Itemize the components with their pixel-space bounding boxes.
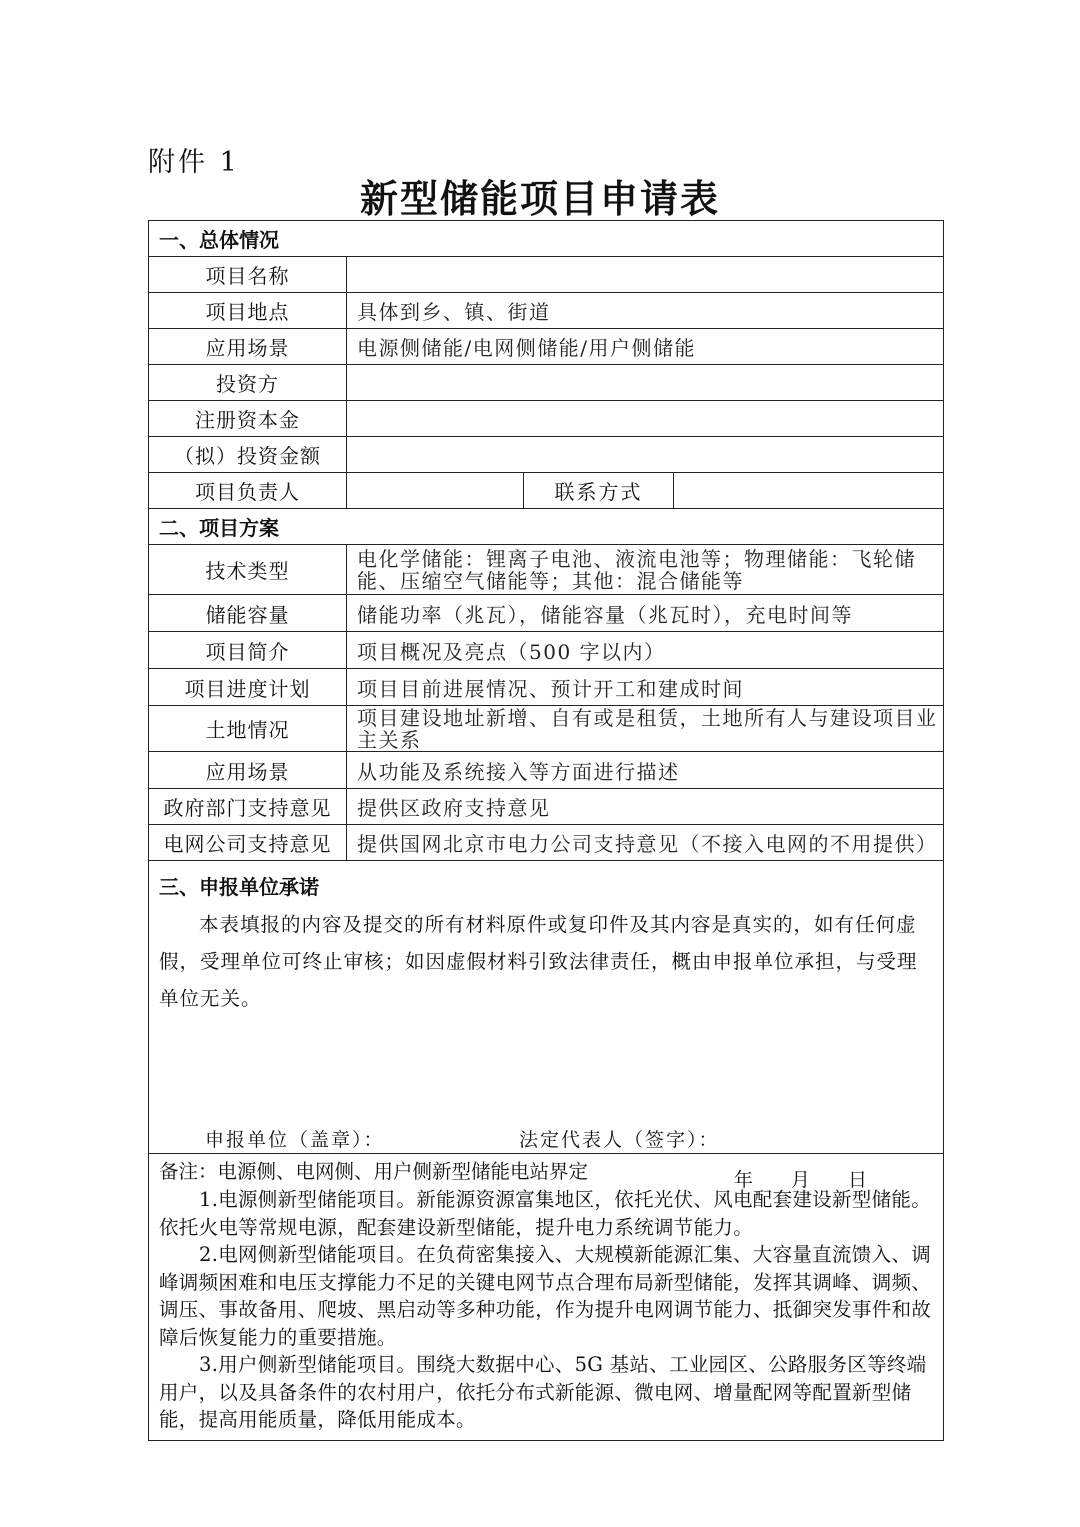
table-row xyxy=(149,545,944,595)
field-label: 储能容量 xyxy=(149,595,347,632)
table-row xyxy=(149,789,944,825)
notes-row xyxy=(149,1154,944,1441)
section-header xyxy=(149,509,944,545)
field-label: 政府部门支持意见 xyxy=(149,789,347,825)
project-location-field[interactable]: 具体到乡、镇、街道 xyxy=(347,293,944,329)
field-label: 项目进度计划 xyxy=(149,669,347,706)
notes-section xyxy=(149,1154,944,1441)
table-row xyxy=(149,825,944,861)
table-row xyxy=(149,706,944,752)
field-label: 应用场景 xyxy=(149,752,347,789)
field-label: 电网公司支持意见 xyxy=(149,825,347,861)
table-row xyxy=(149,257,944,293)
table-row xyxy=(149,365,944,401)
gov-support-field[interactable]: 提供区政府支持意见 xyxy=(347,789,944,825)
section2-title: 二、项目方案 xyxy=(149,509,944,545)
field-label: 项目地点 xyxy=(149,293,347,329)
table-row xyxy=(149,595,944,632)
table-row xyxy=(149,329,944,365)
project-name-field[interactable] xyxy=(347,257,944,293)
applicant-seal-label: 申报单位（盖章）： xyxy=(205,1129,385,1151)
project-intro-field[interactable]: 项目概况及亮点（500 字以内） xyxy=(347,632,944,669)
field-label: 投资方 xyxy=(149,365,347,401)
pledge-text: 本表填报的内容及提交的所有材料原件或复印件及其内容是真实的，如有任何虚假，受理单位可终止审核；如因虚假材料引致法律责任，概由申报单位承担，与受理单位无关。 xyxy=(159,913,918,1010)
scenario-field[interactable]: 电源侧储能/电网侧储能/用户侧储能 xyxy=(347,329,944,365)
project-leader-field[interactable] xyxy=(347,473,524,509)
note-item: 3.用户侧新型储能项目。围绕大数据中心、5G 基站、工业园区、公路服务区等终端用户，以及具备条件的农村用户，依托分布式新能源、微电网、增量配网等配置新型储能，提高用能质量，降低用能成本。 xyxy=(159,1353,927,1431)
contact-field[interactable] xyxy=(674,473,944,509)
attachment-label: 附件 1 xyxy=(148,147,240,178)
field-label: 土地情况 xyxy=(149,706,347,752)
schedule-field[interactable]: 项目目前进展情况、预计开工和建成时间 xyxy=(347,669,944,706)
land-field[interactable]: 项目建设地址新增、自有或是租赁，土地所有人与建设项目业主关系 xyxy=(347,706,944,752)
note-item: 2.电网侧新型储能项目。在负荷密集接入、大规模新能源汇集、大容量直流馈入、调峰调频困难和电压支撑能力不足的关键电网节点合理布局新型储能，发挥其调峰、调频、调压、事故备用、爬坡、黑启动等多种功能，作为提升电网调节能力、抵御突发事件和故障后恢复能力的重要措施。 xyxy=(159,1243,932,1349)
table-row xyxy=(149,401,944,437)
capacity-field[interactable]: 储能功率（兆瓦），储能容量（兆瓦时），充电时间等 xyxy=(347,595,944,632)
legal-rep-signature-label: 法定代表人（签字）： xyxy=(519,1129,720,1151)
date-label: 年 月 日 xyxy=(733,1169,883,1191)
section1-title: 一、总体情况 xyxy=(149,221,944,257)
field-label: 联系方式 xyxy=(524,473,674,509)
table-row xyxy=(149,669,944,706)
tech-type-field[interactable]: 电化学储能：锂离子电池、液流电池等；物理储能：飞轮储能、压缩空气储能等；其他：混合储能等 xyxy=(347,545,944,595)
field-label: 项目名称 xyxy=(149,257,347,293)
section-header xyxy=(149,221,944,257)
field-label: 项目负责人 xyxy=(149,473,347,509)
form-title: 新型储能项目申请表 xyxy=(359,176,720,221)
application-form xyxy=(148,220,944,1441)
grid-support-field[interactable]: 提供国网北京市电力公司支持意见（不接入电网的不用提供） xyxy=(347,825,944,861)
table-row xyxy=(149,473,944,509)
field-label: 技术类型 xyxy=(149,545,347,595)
table-row xyxy=(149,632,944,669)
section3-title: 三、申报单位承诺 xyxy=(159,875,319,899)
table-row xyxy=(149,293,944,329)
investment-amount-field[interactable] xyxy=(347,437,944,473)
note-item: 1.电源侧新型储能项目。新能源资源富集地区，依托光伏、风电配套建设新型储能。依托火电等常规电源，配套建设新型储能，提升电力系统调节能力。 xyxy=(159,1188,932,1239)
field-label: （拟）投资金额 xyxy=(149,437,347,473)
notes-title: 备注：电源侧、电网侧、用户侧新型储能电站界定 xyxy=(159,1160,589,1183)
registered-capital-field[interactable] xyxy=(347,401,944,437)
scenario-desc-field[interactable]: 从功能及系统接入等方面进行描述 xyxy=(347,752,944,789)
pledge-row xyxy=(149,861,944,1154)
field-label: 应用场景 xyxy=(149,329,347,365)
field-label: 注册资本金 xyxy=(149,401,347,437)
table-row xyxy=(149,437,944,473)
field-label: 项目简介 xyxy=(149,632,347,669)
table-row xyxy=(149,752,944,789)
investor-field[interactable] xyxy=(347,365,944,401)
